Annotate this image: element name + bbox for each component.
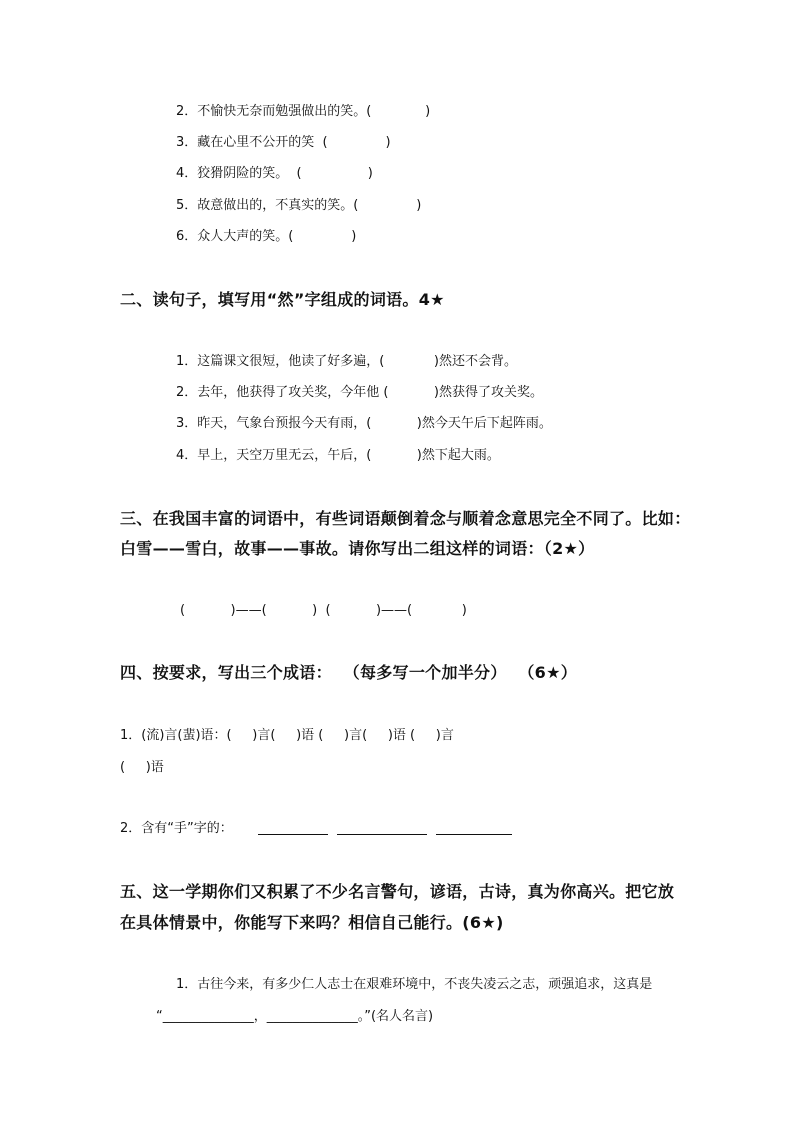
definition-item-4: 4．狡猾阴险的笑。 ( ): [176, 166, 373, 181]
idiom-blank-1[interactable]: [258, 834, 328, 835]
idiom-blank-2[interactable]: [337, 834, 427, 835]
quote-item-1-line-1: 1．古往今来，有多少仁人志士在艰难环境中，不丧失凌云之志，顽强追求，这真是: [176, 977, 653, 992]
ran-sentence-3: 3．昨天，气象台预报今天有雨，( )然今天午后下起阵雨。: [176, 416, 552, 431]
section-3-heading-line-1: 三、在我国丰富的词语中，有些词语颠倒着念与顺着念意思完全不同了。比如：: [120, 509, 691, 528]
definition-item-6: 6．众人大声的笑。( ): [176, 229, 357, 244]
definition-item-3: 3．藏在心里不公开的笑 ( ): [176, 135, 391, 150]
idiom-item-2: 2．含有“手”字的：: [120, 821, 233, 836]
section-2-heading: 二、读句子，填写用“然”字组成的词语。4★: [120, 290, 445, 309]
ran-sentence-2: 2．去年，他获得了攻关奖，今年他 ( )然获得了攻关奖。: [176, 385, 544, 400]
section-4-heading: 四、按要求，写出三个成语： （每多写一个加半分） （6★）: [120, 663, 578, 682]
section-3-heading-line-2: 白雪——雪白，故事——事故。请你写出二组这样的词语：（2★）: [120, 539, 595, 558]
ran-sentence-1: 1．这篇课文很短，他读了好多遍，( )然还不会背。: [176, 354, 518, 369]
definition-item-2: 2．不愉快无奈而勉强做出的笑。( ): [176, 104, 431, 119]
quote-item-1-line-2: “______________，______________。”(名人名言): [156, 1009, 434, 1024]
idiom-blank-3[interactable]: [436, 834, 512, 835]
ran-sentence-4: 4．早上，天空万里无云，午后，( )然下起大雨。: [176, 448, 500, 463]
section-5-heading-line-2: 在具体情景中，你能写下来吗？相信自己能行。(6★): [120, 913, 504, 932]
definition-item-5: 5．故意做出的，不真实的笑。( ): [176, 198, 422, 213]
idiom-item-1-line-2: ( )语: [120, 760, 164, 775]
idiom-item-1-line-1: 1．(流)言(蜚)语：( )言( )语 ( )言( )语 ( )言: [120, 728, 454, 743]
section-5-heading-line-1: 五、这一学期你们又积累了不少名言警句，谚语，古诗，真为你高兴。把它放: [120, 882, 675, 901]
reversed-words-answer-line: ( )——( ) ( )——( ): [180, 603, 467, 618]
